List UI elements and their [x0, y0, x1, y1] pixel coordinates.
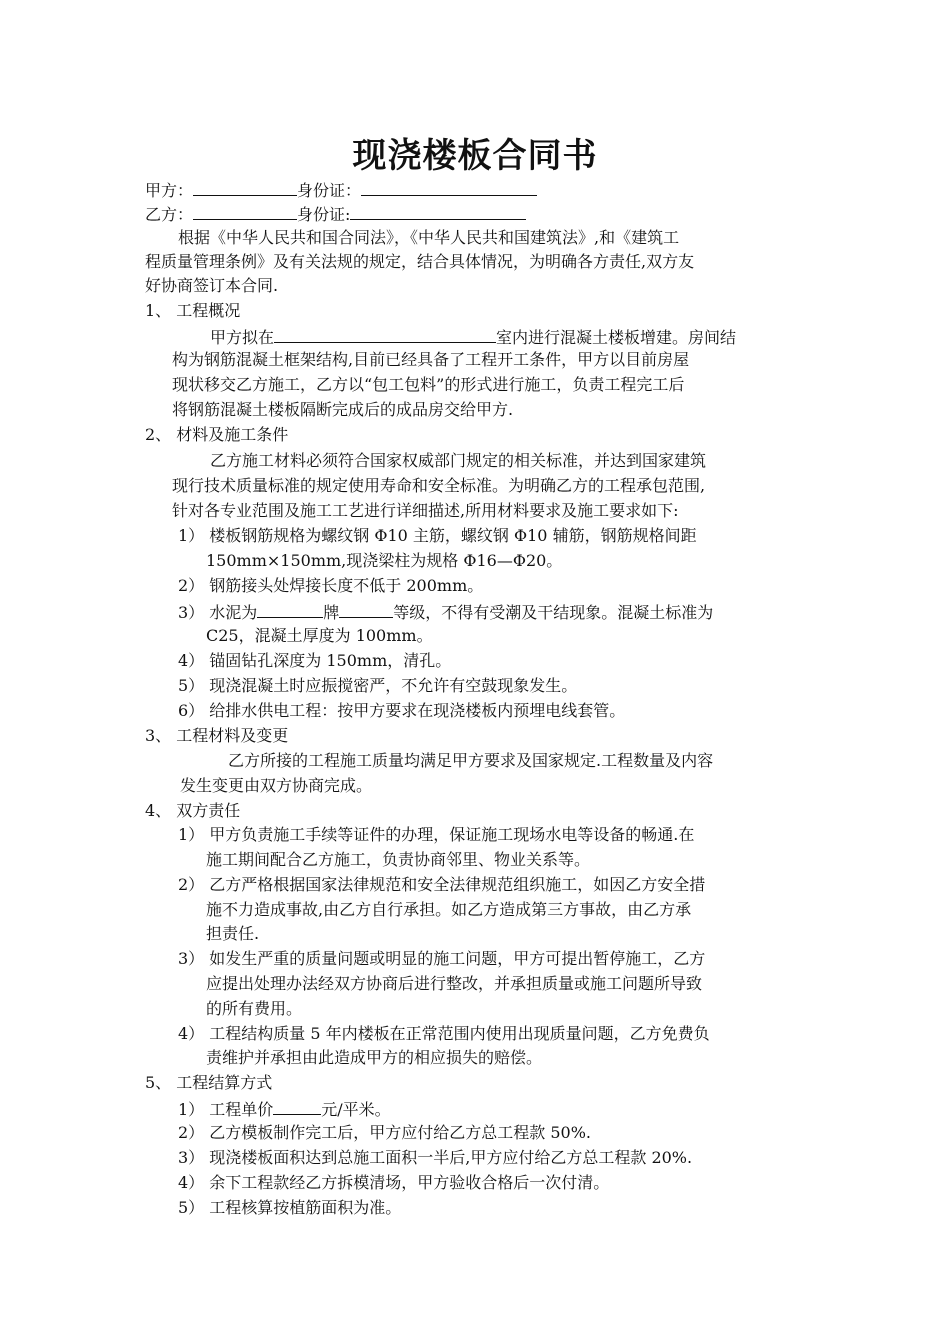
section-2-item-5: 5） 现浇混凝土时应振搅密严，不允许有空鼓现象发生。 — [178, 676, 578, 695]
section-4-item-4-line-2: 责维护并承担由此造成甲方的相应损失的赔偿。 — [206, 1048, 543, 1067]
party-b-label: 乙方： — [145, 205, 194, 224]
section-1-heading: 1、 工程概况 — [145, 301, 241, 320]
section-2-item-1-line-2: 150mm×150mm,现浇梁柱为规格 Φ16—Φ20。 — [206, 551, 563, 570]
unit-price-label: 1） 工程单价 — [178, 1100, 274, 1119]
section-3-line-1: 乙方所接的工程施工质量均满足甲方要求及国家规定.工程数量及内容 — [228, 751, 714, 770]
section-5-heading: 5、 工程结算方式 — [145, 1073, 273, 1092]
item-3-text-c: 等级，不得有受潮及干结现象。混凝土标准为 — [393, 603, 714, 622]
document-title: 现浇楼板合同书 — [352, 136, 598, 176]
section-1-line-1 — [210, 324, 736, 350]
section-5-item-1 — [178, 1096, 391, 1122]
party-a-name-blank[interactable] — [193, 177, 297, 196]
section-1-line-4: 将钢筋混凝土楼板隔断完成后的成品房交给甲方. — [172, 400, 514, 419]
party-b-line — [145, 201, 526, 227]
unit-price-unit: 元/平米。 — [321, 1100, 391, 1119]
section-5-item-3: 3） 现浇楼板面积达到总施工面积一半后,甲方应付给乙方总工程款 20%. — [178, 1148, 693, 1167]
section-4-item-2-line-1: 2） 乙方严格根据国家法律规范和安全法律规范组织施工，如因乙方安全措 — [178, 875, 706, 894]
section-2-heading: 2、 材料及施工条件 — [145, 425, 289, 444]
item-3-text-a: 3） 水泥为 — [178, 603, 258, 622]
section-4-item-3-line-2: 应提出处理办法经双方协商后进行整改，并承担质量或施工问题所导致 — [206, 974, 703, 993]
item-3-text-b: 牌 — [323, 603, 340, 622]
section-2-item-3-line-1 — [178, 599, 713, 625]
intro-line-2: 程质量管理条例》及有关法规的规定，结合具体情况，为明确各方责任,双方友 — [145, 252, 695, 271]
intro-line-3: 好协商签订本合同. — [145, 276, 279, 295]
party-b-id-blank[interactable] — [350, 201, 526, 220]
section-4-item-3-line-3: 的所有费用。 — [206, 999, 303, 1018]
section-2-line-2: 现行技术质量标准的规定使用寿命和安全标准。为明确乙方的工程承包范围, — [172, 476, 706, 495]
section-4-item-4-line-1: 4） 工程结构质量 5 年内楼板在正常范围内使用出现质量问题，乙方免费负 — [178, 1024, 710, 1043]
location-blank[interactable] — [274, 324, 496, 343]
section-1-line-3: 现状移交乙方施工，乙方以“包工包料”的形式进行施工，负责工程完工后 — [172, 375, 685, 394]
section-4-item-2-line-2: 施不力造成事故,由乙方自行承担。如乙方造成第三方事故，由乙方承 — [206, 900, 692, 919]
party-a-id-blank[interactable] — [361, 177, 537, 196]
cement-grade-blank[interactable] — [339, 599, 393, 618]
section-2-line-1: 乙方施工材料必须符合国家权威部门规定的相关标准，并达到国家建筑 — [210, 451, 707, 470]
unit-price-blank[interactable] — [273, 1096, 321, 1115]
section-5-item-4: 4） 余下工程款经乙方拆模清场，甲方验收合格后一次付清。 — [178, 1173, 610, 1192]
section-4-item-1-line-2: 施工期间配合乙方施工，负责协商邻里、物业关系等。 — [206, 850, 591, 869]
intro-line-1: 根据《中华人民共和国合同法》，《中华人民共和国建筑法》,和《建筑工 — [178, 228, 680, 247]
section-4-heading: 4、 双方责任 — [145, 801, 241, 820]
section-2-item-3-line-2: C25，混凝土厚度为 100mm。 — [206, 626, 433, 645]
section-5-item-2: 2） 乙方模板制作完工后，甲方应付给乙方总工程款 50%. — [178, 1123, 592, 1142]
section-2-item-2: 2） 钢筋接头处焊接长度不低于 200mm。 — [178, 576, 484, 595]
party-a-line — [145, 177, 537, 203]
party-a-label: 甲方： — [145, 181, 194, 200]
section-4-item-3-line-1: 3） 如发生严重的质量问题或明显的施工问题，甲方可提出暂停施工，乙方 — [178, 949, 706, 968]
section-2-item-6: 6） 给排水供电工程：按甲方要求在现浇楼板内预埋电线套管。 — [178, 701, 626, 720]
section-3-heading: 3、 工程材料及变更 — [145, 726, 289, 745]
party-a-id-label: 身份证： — [297, 181, 362, 200]
section-2-line-3: 针对各专业范围及施工工艺进行详细描述,所用材料要求及施工要求如下: — [172, 501, 679, 520]
section-4-item-1-line-1: 1） 甲方负责施工手续等证件的办理，保证施工现场水电等设备的畅通.在 — [178, 825, 695, 844]
section-5-item-5: 5） 工程核算按植筋面积为准。 — [178, 1198, 402, 1217]
section-1-line-2: 构为钢筋混凝土框架结构,目前已经具备了工程开工条件，甲方以目前房屋 — [172, 350, 690, 369]
section-1-text-before: 甲方拟在 — [210, 328, 275, 347]
section-2-item-1-line-1: 1） 楼板钢筋规格为螺纹钢 Φ10 主筋，螺纹钢 Φ10 辅筋，钢筋规格间距 — [178, 526, 697, 545]
section-3-line-2: 发生变更由双方协商完成。 — [180, 776, 373, 795]
party-b-id-label: 身份证: — [297, 205, 351, 224]
section-2-item-4: 4） 锚固钻孔深度为 150mm，清孔。 — [178, 651, 452, 670]
cement-brand-blank[interactable] — [257, 599, 323, 618]
section-1-text-after: 室内进行混凝土楼板增建。房间结 — [496, 328, 737, 347]
section-4-item-2-line-3: 担责任. — [206, 924, 260, 943]
party-b-name-blank[interactable] — [193, 201, 297, 220]
